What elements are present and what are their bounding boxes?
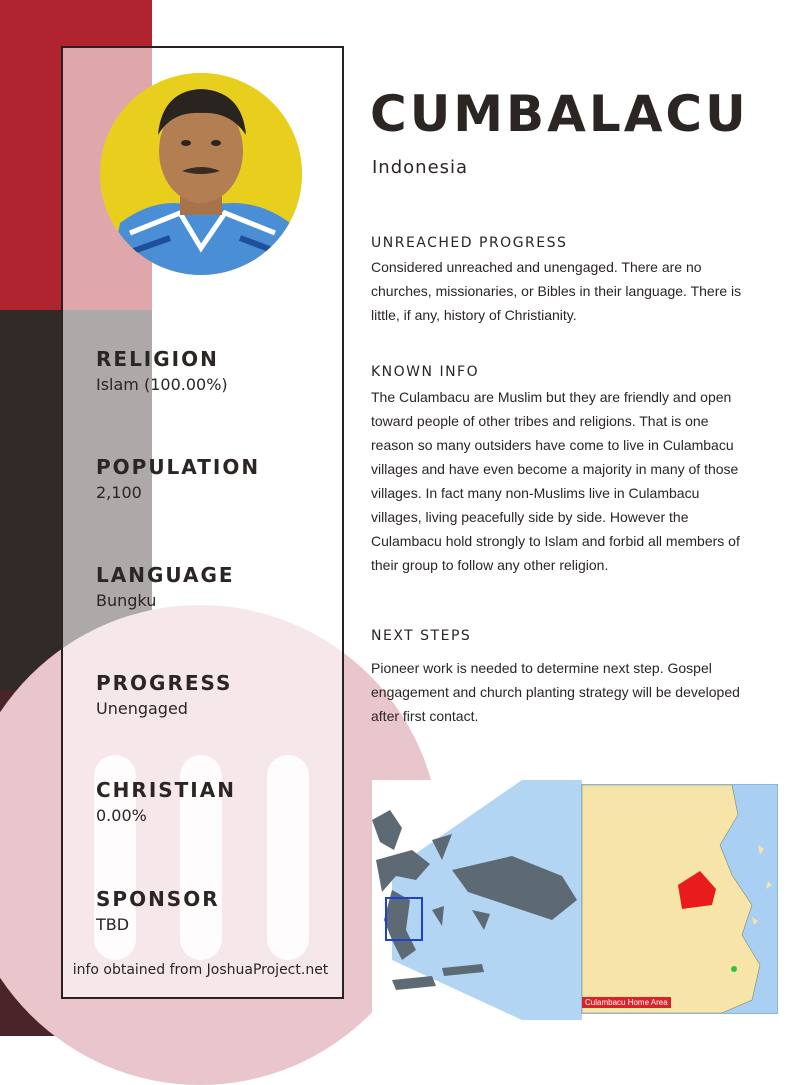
- stat-label: PROGRESS: [96, 671, 233, 695]
- stat-value: 0.00%: [96, 806, 147, 825]
- stat-value: TBD: [96, 915, 130, 934]
- stat-christian: [96, 778, 336, 826]
- person-portrait-icon: [100, 73, 302, 275]
- stat-value: Islam (100.00%): [96, 375, 228, 394]
- overview-map: [372, 780, 582, 1020]
- country-subtitle: Indonesia: [372, 157, 469, 178]
- source-note: info obtained from JoshuaProject.net: [72, 962, 329, 978]
- stat-label: SPONSOR: [96, 887, 220, 911]
- stat-label: RELIGION: [96, 347, 219, 371]
- page-title: CUMBALACU: [370, 85, 749, 143]
- section-heading-known-info: KNOWN INFO: [371, 364, 480, 380]
- stat-progress: [96, 671, 336, 719]
- detail-map: [581, 784, 778, 1014]
- section-text-known-info: The Culambacu are Muslim but they are friendly and open toward people of other tribes and religions. That is one reason so many outsiders have come to live in Culambacu villages and have even become a majority in many of those villages. In fact many non-Muslims live in Culambacu villages, living peacefully side by side. However the Culambacu hold strongly to Islam and forbid all members of their group to follow any other religion.: [371, 389, 740, 573]
- section-heading-unreached: UNREACHED PROGRESS: [371, 235, 568, 251]
- stat-value: Unengaged: [96, 699, 188, 718]
- stat-value: Bungku: [96, 591, 157, 610]
- stat-sponsor: [96, 887, 336, 935]
- stat-label: LANGUAGE: [96, 563, 235, 587]
- stat-label: CHRISTIAN: [96, 778, 236, 802]
- stat-label: POPULATION: [96, 455, 261, 479]
- stat-religion: [96, 347, 336, 395]
- map-caption: Culambacu Home Area: [582, 997, 671, 1008]
- section-heading-next-steps: NEXT STEPS: [371, 628, 472, 644]
- section-text-next-steps: Pioneer work is needed to determine next step. Gospel engagement and church planting strategy will be developed after first contact.: [371, 660, 740, 724]
- stat-population: [96, 455, 336, 503]
- section-text-unreached: Considered unreached and unengaged. There are no churches, missionaries, or Bibles in their language. There is little, if any, history of Christianity.: [371, 259, 742, 323]
- stat-value: 2,100: [96, 483, 142, 502]
- stat-language: [96, 563, 336, 611]
